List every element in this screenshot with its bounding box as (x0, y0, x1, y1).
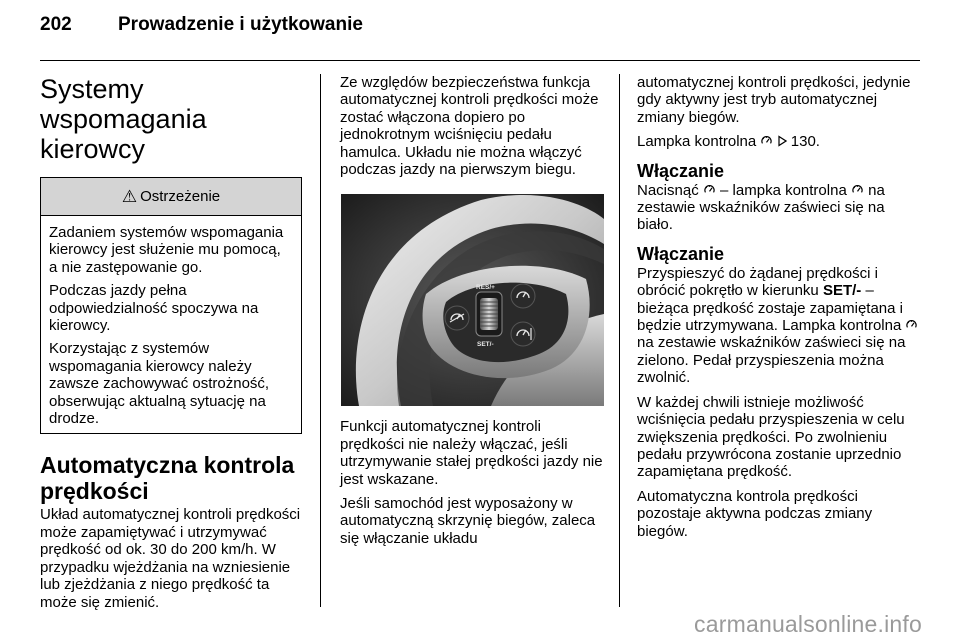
set-label: SET/- (477, 341, 494, 349)
cruise-control-button-icon (704, 184, 715, 196)
text-segment: – bieżąca prędkość zostaje zapamiętana i będzie utrzymywana. Lampka kontrolna (637, 282, 903, 335)
column-left (40, 74, 302, 618)
chapter-heading-line1: Systemy wspomagania (40, 74, 207, 134)
subsection-heading: Włączanie (637, 243, 725, 264)
warning-header (41, 178, 301, 216)
body-paragraph: Układ automatycznej kontroli prędkości może zapamiętywać i utrzymywać prędkość od ok. 30 do 200 km/h. W przypadku wjeżdżania na wzniesienie lub zjeżdżania z niego prędkość ta może się zmienić. (40, 506, 301, 611)
body-paragraph: Automatyczna kontrola prędkości pozostaje aktywna podczas zmiany biegów. (637, 487, 873, 540)
column-divider (320, 74, 321, 607)
body-paragraph (637, 182, 923, 234)
body-paragraph: automatycznej kontroli prędkości, jedynie gdy aktywny jest tryb automatycznej zmiany biegów. (637, 74, 911, 126)
warning-box (40, 177, 302, 434)
warning-body (41, 216, 301, 433)
text-segment: Przyspieszyć do żądanej prędkości i obrócić pokrętło w kierunku (637, 264, 878, 300)
cruise-control-lamp-icon (852, 184, 863, 196)
set-control-label: SET/- (822, 282, 862, 300)
text-segment: Lampka kontrolna (637, 133, 757, 151)
text-segment: na zestawie wskaźników zaświeci się na biało. (637, 181, 885, 234)
text-segment: Nacisnąć (637, 181, 699, 199)
warning-title: Ostrzeżenie (140, 187, 221, 205)
body-paragraph (637, 265, 923, 387)
steering-wheel-photo (341, 194, 604, 406)
body-paragraph: W każdej chwili istnieje możliwość wciśnięcia pedału przyspieszenia w celu zwiększenia prędkości. Po zwolnieniu pedału przywrócona zostanie uprzednio zapamiętana prędkość. (637, 393, 905, 481)
warning-paragraph: Podczas jazdy pełna odpowiedzialność spoczywa na kierowcy. (49, 282, 259, 335)
header-divider (40, 60, 920, 61)
cruise-control-lamp-icon (761, 135, 772, 147)
warning-paragraph: Zadaniem systemów wspomagania kierowcy jest służenie mu pomocą, a nie zastępowanie go. (49, 224, 284, 276)
text-segment: na zestawie wskaźników zaświeci się na zielono. Pedał przyspieszenia można zwolnić. (637, 334, 906, 387)
page-reference-number: 130. (790, 133, 820, 151)
chapter-heading (40, 74, 302, 164)
body-paragraph (637, 133, 923, 150)
section-heading-line1: Automatyczna kontrola (40, 452, 295, 479)
page-number: 202 (40, 14, 72, 35)
res-label: RES/+ (476, 284, 495, 292)
warning-triangle-icon: ⚠ (121, 186, 138, 206)
body-paragraph: Ze względów bezpieczeństwa funkcja automatycznej kontroli prędkości może zostać włączona dopiero po jednokrotnym wciśnięciu pedału hamulca. Układu nie można włączyć podczas jazdy na pierwszym biegu. (340, 74, 599, 179)
column-divider (619, 74, 620, 607)
section-heading-line2: prędkości (40, 478, 149, 505)
chapter-heading-line2: kierowcy (40, 134, 146, 164)
subsection-heading: Włączanie (637, 160, 725, 181)
page-reference-icon (778, 135, 787, 147)
section-heading (40, 452, 302, 504)
body-paragraph: Funkcji automatycznej kontroli prędkości nie należy włączać, jeśli utrzymywanie stałej prędkości jazdy nie jest wskazane. (340, 418, 603, 488)
body-paragraph: Jeśli samochód jest wyposażony w automatyczną skrzynię biegów, zaleca się włączanie układu (340, 495, 596, 547)
column-middle (340, 74, 606, 554)
watermark: carmanualsonline.info (694, 611, 922, 637)
cruise-control-lamp-icon (906, 319, 917, 331)
warning-paragraph: Korzystając z systemów wspomagania kierowcy należy zawsze zachowywać ostrożność, obserwując aktualną sytuację na drodze. (49, 340, 270, 428)
column-right (637, 74, 923, 547)
running-title: Prowadzenie i użytkowanie (118, 14, 363, 35)
text-segment: – lampka kontrolna (720, 181, 847, 199)
page-header (40, 14, 920, 50)
